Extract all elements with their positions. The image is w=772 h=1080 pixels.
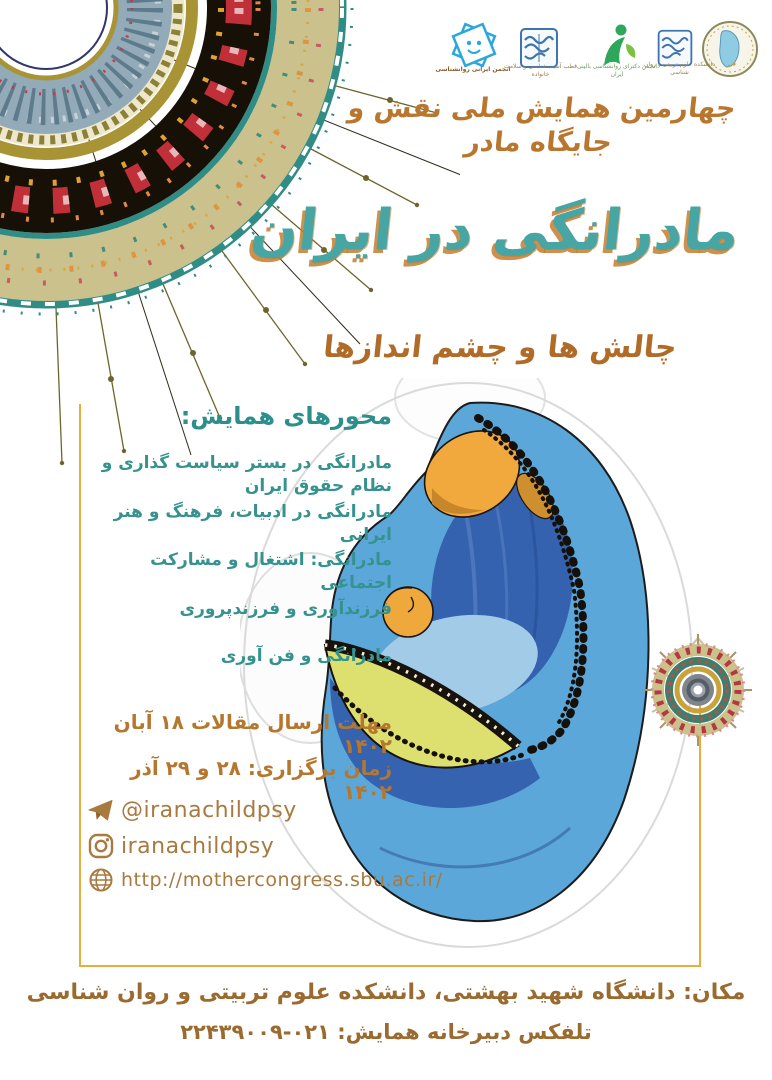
topic-item: فرزندآوری و فرزندپروری [179, 599, 392, 619]
instagram-icon [88, 833, 114, 859]
frame-bottom-line [79, 965, 701, 967]
topic-item: مادرانگی و فن آوری [220, 646, 392, 666]
submission-deadline: مهلت ارسال مقالات ۱۸ آبان ۱۴۰۲ [113, 710, 392, 758]
logo-caption: انجمن دکترای روانشناسی بالینی ایران [576, 63, 658, 78]
event-date: زمان برگزاری: ۲۸ و ۲۹ آذر ۱۴۰۲ [130, 756, 392, 804]
venue-line: مکان: دانشگاه شهید بهشتی، دانشکده علوم تربیتی و روان شناسی [26, 980, 746, 1005]
logo-caption: قطب آسیب‌شناسی و سلامت خانواده [503, 63, 578, 78]
telefax-line: تلفکس دبیرخانه همایش: ۰۲۱-۲۲۴۳۹۰۰۹ [180, 1020, 592, 1044]
website-row[interactable] [88, 867, 443, 893]
telegram-icon [88, 797, 114, 823]
frame-left-line [79, 404, 81, 965]
iranian-psychological-association-logo [448, 22, 500, 70]
topics-heading: محورهای همایش: [180, 402, 392, 430]
logo-caption: انجمن ایرانی روانشناسی [435, 66, 511, 73]
globe-icon [88, 867, 114, 893]
telegram-handle: @iranachildpsy [121, 797, 297, 823]
poster-title: مادرانگی در ایران [247, 198, 743, 263]
website-url: http://mothercongress.sbu.ac.ir/ [121, 869, 443, 891]
logo-caption: دانشکده علوم تربیتی و روان شناسی [643, 61, 715, 76]
conference-kicker: چهارمین همایش ملی نقش و جایگاه مادر [346, 93, 738, 158]
topic-item: مادرانگی در بستر سیاست گذاری و نظام حقوق ایران [101, 453, 392, 496]
instagram-handle: iranachildpsy [121, 833, 275, 859]
telegram-row[interactable] [88, 797, 297, 823]
instagram-row[interactable] [88, 833, 274, 859]
topic-item: مادرانگی: اشتغال و مشارکت اجتماعی [150, 550, 392, 593]
topic-item: مادرانگی در ادبیات، فرهنگ و هنر ایرانی [113, 502, 392, 545]
poster-subtitle: چالش ها و چشم اندازها [321, 330, 679, 365]
small-rosette-ornament [638, 628, 758, 752]
